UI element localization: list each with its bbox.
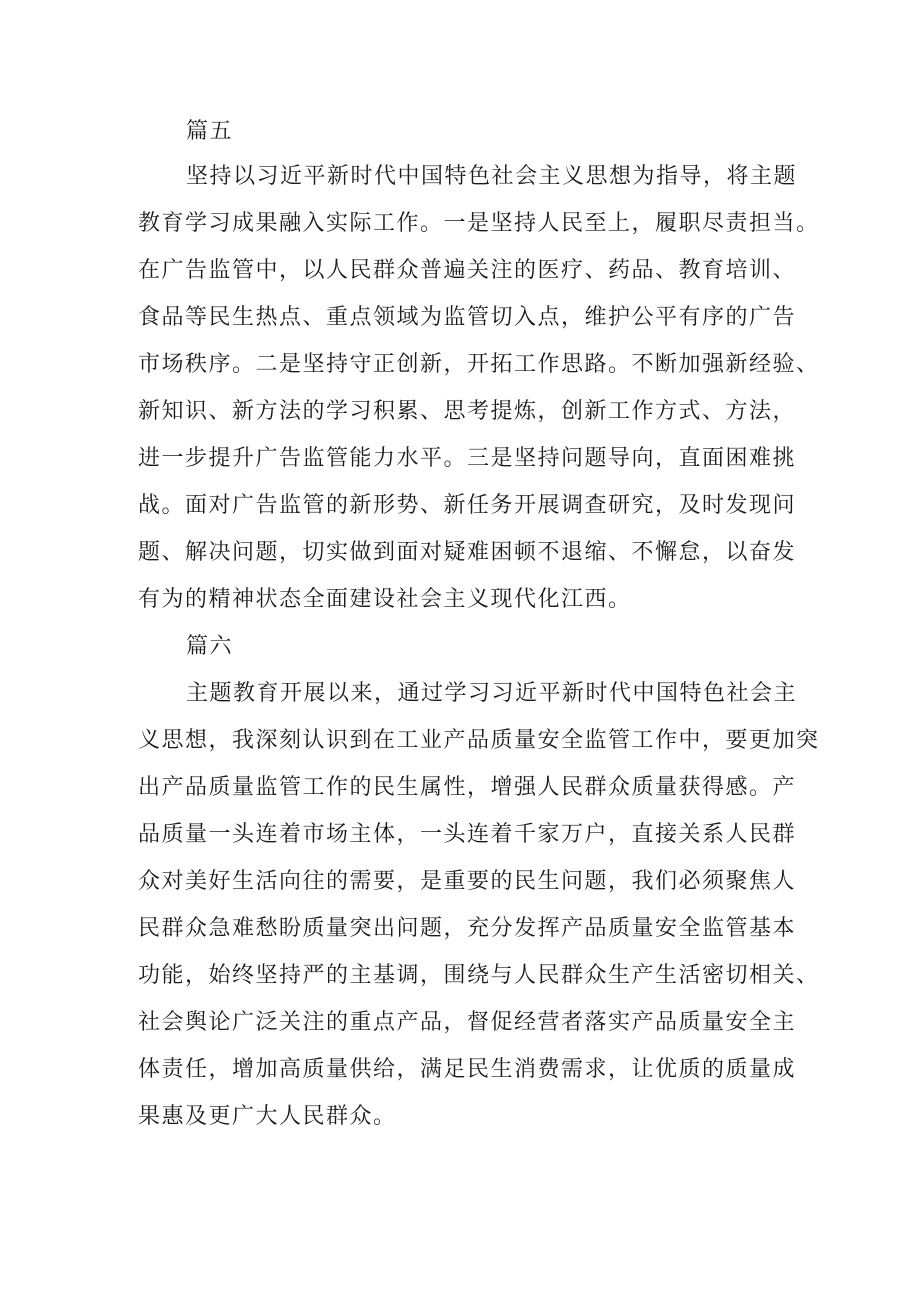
- section-heading-6: 篇六: [186, 634, 234, 659]
- section-heading-5: 篇五: [186, 119, 234, 144]
- paragraph-line: 果惠及更广大人民群众。: [138, 1104, 397, 1129]
- paragraph-line: 众对美好生活向往的需要，是重要的民生问题，我们必须聚焦人: [138, 869, 797, 894]
- paragraph-line: 体责任，增加高质量供给，满足民生消费需求，让优质的质量成: [138, 1057, 797, 1082]
- paragraph-line: 市场秩序。二是坚持守正创新，开拓工作思路。不断加强新经验、: [138, 352, 820, 377]
- paragraph-line: 进一步提升广告监管能力水平。三是坚持问题导向，直面困难挑: [138, 446, 797, 471]
- paragraph-line: 题、解决问题，切实做到面对疑难困顿不退缩、不懈怠，以奋发: [138, 540, 797, 565]
- paragraph-line: 坚持以习近平新时代中国特色社会主义思想为指导，将主题: [186, 164, 798, 189]
- paragraph-line: 品质量一头连着市场主体，一头连着千家万户，直接关系人民群: [138, 822, 797, 847]
- paragraph-line: 教育学习成果融入实际工作。一是坚持人民至上，履职尽责担当。: [138, 211, 820, 236]
- paragraph-line: 社会舆论广泛关注的重点产品，督促经营者落实产品质量安全主: [138, 1010, 797, 1035]
- paragraph-line: 出产品质量监管工作的民生属性，增强人民群众质量获得感。产: [138, 775, 797, 800]
- paragraph-line: 战。面对广告监管的新形势、新任务开展调查研究，及时发现问: [138, 493, 797, 518]
- paragraph-line: 主题教育开展以来，通过学习习近平新时代中国特色社会主: [186, 681, 798, 706]
- paragraph-line: 义思想，我深刻认识到在工业产品质量安全监管工作中，要更加突: [138, 728, 820, 753]
- paragraph-line: 食品等民生热点、重点领域为监管切入点，维护公平有序的广告: [138, 305, 797, 330]
- paragraph-line: 民群众急难愁盼质量突出问题，充分发挥产品质量安全监管基本: [138, 916, 797, 941]
- paragraph-line: 新知识、新方法的学习积累、思考提炼，创新工作方式、方法，: [138, 399, 797, 424]
- paragraph-line: 功能，始终坚持严的主基调，围绕与人民群众生产生活密切相关、: [138, 963, 820, 988]
- paragraph-line: 在广告监管中，以人民群众普遍关注的医疗、药品、教育培训、: [138, 258, 797, 283]
- paragraph-line: 有为的精神状态全面建设社会主义现代化江西。: [138, 587, 632, 612]
